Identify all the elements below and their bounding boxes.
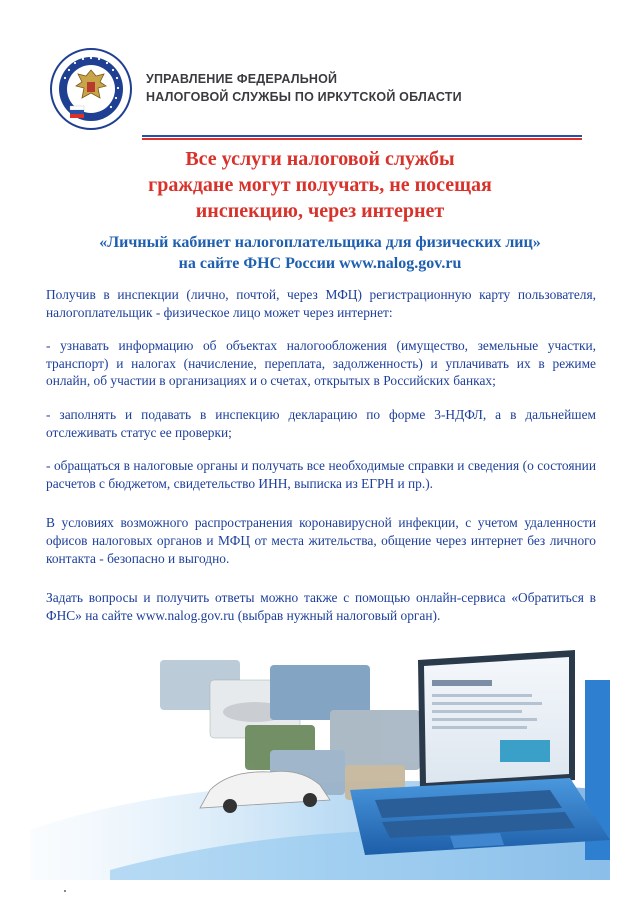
subhead-line2: на сайте ФНС России www.nalog.gov.ru <box>178 255 462 272</box>
subhead-line1: «Личный кабинет налогоплательщика для физических лиц» <box>99 234 541 251</box>
bullet-info: - узнавать информацию об объектах налогообложения (имущество, земельные участки, транспорт) и налогах (начисление, переплата, задолженность) и уплачивать их в режиме онлайн, об участии в организациях и о счетах, открытых в Российских банках; <box>46 338 596 389</box>
header-rule-red <box>142 138 582 140</box>
subheadline <box>40 232 600 274</box>
headline-line3: инспекцию, через интернет <box>195 200 445 222</box>
org-name <box>146 70 526 106</box>
headline-line2: граждане могут получать, не посещая <box>148 174 492 196</box>
headline <box>60 146 580 224</box>
bullet-declaration: - заполнять и подавать в инспекцию декларацию по форме 3-НДФЛ, а в дальнейшем отслеживать статус ее проверки; <box>46 406 596 440</box>
org-name-line2: НАЛОГОВОЙ СЛУЖБЫ ПО ИРКУТСКОЙ ОБЛАСТИ <box>146 90 462 104</box>
intro-paragraph: Получив в инспекции (лично, почтой, через МФЦ) регистрационную карту пользователя, налогоплательщик - физическое лицо может через интернет: <box>46 287 596 320</box>
bullet-certificates: - обращаться в налоговые органы и получать все необходимые справки и сведения (о состоянии расчетов с бюджетом, свидетельство ИНН, выписка из ЕГРН и пр.). <box>46 458 596 491</box>
service-note: Задать вопросы и получить ответы можно также с помощью онлайн-сервиса «Обратиться в ФНС» на сайте www.nalog.gov.ru (выбрав нужный налоговый орган). <box>46 590 596 623</box>
scan-speck <box>64 890 66 892</box>
body-text <box>46 286 596 640</box>
fns-emblem-icon <box>50 48 132 130</box>
covid-note: В условиях возможного распространения коронавирусной инфекции, с учетом удаленности офисов налоговых органов и МФЦ от места жительства, общение через интернет без личного контакта - безопасно и выгодно. <box>46 515 596 566</box>
headline-line1: Все услуги налоговой службы <box>185 148 455 170</box>
header-rule-blue <box>142 135 582 137</box>
org-name-line1: УПРАВЛЕНИЕ ФЕДЕРАЛЬНОЙ <box>146 72 338 86</box>
laptop-collage-icon <box>30 640 610 880</box>
